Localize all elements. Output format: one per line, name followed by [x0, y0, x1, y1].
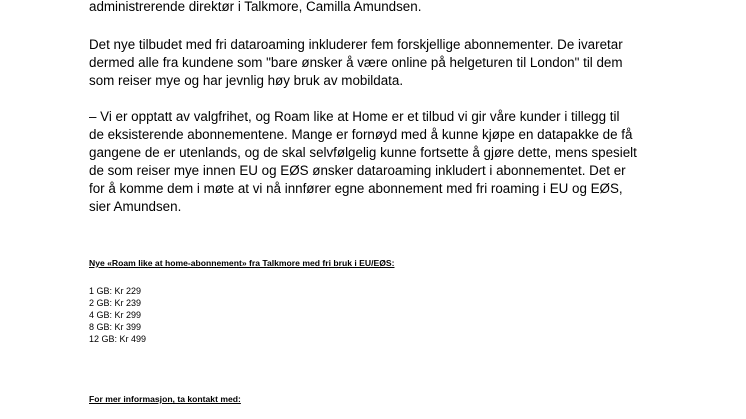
text-line: de eksisterende abonnementene. Mange er fornøyd med å kunne kjøpe en datapakke de få	[89, 127, 633, 142]
list-item: 4 GB: Kr 299	[89, 310, 142, 320]
text-line: administrerende direktør i Talkmore, Camilla Amundsen.	[89, 0, 422, 14]
text-line: Det nye tilbudet med fri dataroaming inkluderer fem forskjellige abonnementer. De ivaretar	[89, 37, 623, 52]
text-line: dermed alle fra kundene som "bare ønsker å være online på helgeturen til London" til dem	[89, 55, 623, 70]
intro-tail-text	[89, 0, 669, 16]
text-line: gangene de er utenlands, og de skal selvfølgelig kunne fortsette å gjøre dette, mens spesielt	[89, 145, 637, 160]
plan-price-list	[89, 285, 146, 345]
plans-heading: Nye «Roam like at home-abonnement» fra Talkmore med fri bruk i EU/EØS:	[89, 258, 395, 268]
list-item: 12 GB: Kr 499	[89, 334, 147, 344]
text-line: som reiser mye og har jevnlig høy bruk av mobildata.	[89, 73, 404, 88]
list-item: 2 GB: Kr 239	[89, 298, 142, 308]
text-line: de som reiser mye innen EU og EØS ønsker dataroaming inkludert i abonnementet. Det er	[89, 163, 626, 178]
contact-heading: For mer informasjon, ta kontakt med:	[89, 394, 241, 404]
text-line: sier Amundsen.	[89, 199, 182, 214]
text-line: for å komme dem i møte at vi nå innfører egne abonnement med fri roaming i EU og EØS,	[89, 181, 623, 196]
paragraph-roaming-offer	[89, 36, 669, 90]
list-item: 8 GB: Kr 399	[89, 322, 142, 332]
text-line: – Vi er opptatt av valgfrihet, og Roam like at Home er et tilbud vi gir våre kunder i tillegg til	[89, 109, 620, 124]
list-item: 1 GB: Kr 229	[89, 286, 142, 296]
paragraph-quote	[89, 108, 669, 216]
